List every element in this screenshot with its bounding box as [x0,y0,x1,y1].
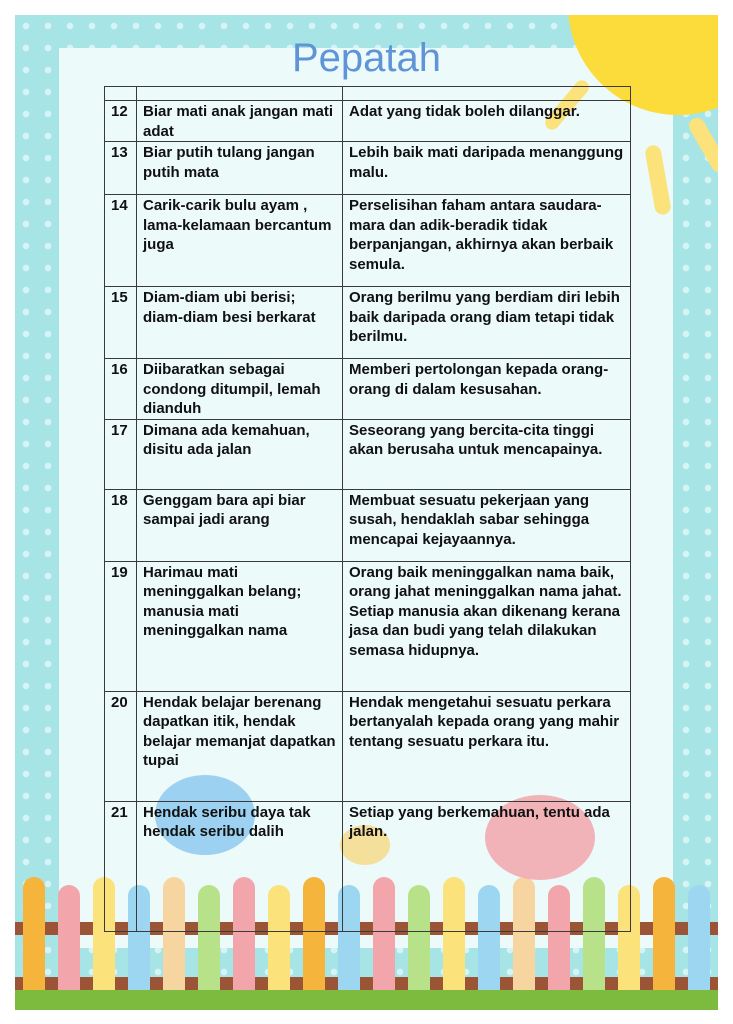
maksud-text: Lebih baik mati daripada menanggung malu. [349,144,624,181]
maksud-cell [343,142,631,195]
row-number: 19 [105,561,137,691]
row-number: 21 [105,801,137,931]
maksud-cell [343,691,631,801]
pepatah-text: Hendak seribu daya tak hendak seribu dalih [137,801,343,931]
maksud-cell [343,801,631,931]
pepatah-text: Harimau mati meninggalkan belang; manusia mati meninggalkan nama [137,561,343,691]
maksud-cell [343,359,631,420]
row-number: 16 [105,359,137,420]
grass [15,990,718,1010]
page-title: Pepatah [291,36,442,80]
header-cell [343,87,631,101]
table-row [105,691,631,801]
table-row [105,101,631,142]
maksud-cell [343,287,631,359]
row-number: 12 [105,101,137,142]
fence-rail [15,977,718,990]
maksud-text: Membuat sesuatu pekerjaan yang susah, hendaklah sabar sehingga mencapai kejayaannya. [349,491,590,548]
sun-ray-icon [686,115,718,175]
maksud-cell [343,489,631,561]
header-cell [105,87,137,101]
table-row [105,489,631,561]
table-row [105,359,631,420]
table-row [105,561,631,691]
maksud-text: Perselisihan faham antara saudara-mara dan adik-beradik tidak berpanjangan, akhirnya akan berbaik semula. [349,197,614,273]
pepatah-text: Biar putih tulang jangan putih mata [137,142,343,195]
header-cell [137,87,343,101]
maksud-cell [343,195,631,287]
pepatah-text: Genggam bara api biar sampai jadi arang [137,489,343,561]
row-number: 18 [105,489,137,561]
pepatah-text: Diibaratkan sebagai condong ditumpil, lemah dianduh [137,359,343,420]
row-number: 20 [105,691,137,801]
maksud-text: Adat yang tidak boleh dilanggar. [349,103,580,120]
row-number: 13 [105,142,137,195]
table-row [105,419,631,489]
table-row [105,287,631,359]
maksud-text-2: Setiap manusia akan dikenang kerana jasa dan budi yang telah dilakukan semasa hidupnya. [349,602,620,659]
maksud-cell [343,419,631,489]
fence-picket [653,877,675,1002]
table-row [105,801,631,931]
row-number: 14 [105,195,137,287]
fence-picket [23,877,45,1002]
fence-picket [58,885,80,1002]
maksud-text: Seseorang yang bercita-cita tinggi akan berusaha untuk mencapainya. [349,421,603,458]
pepatah-table [104,86,631,932]
table-row [105,142,631,195]
maksud-text: Orang baik meninggalkan nama baik, orang jahat meninggalkan nama jahat. [349,563,622,600]
row-number: 17 [105,419,137,489]
pepatah-text: Carik-carik bulu ayam , lama-kelamaan bercantum juga [137,195,343,287]
maksud-text: Hendak mengetahui sesuatu perkara bertanyalah kepada orang yang mahir tentang sesuatu perkara itu. [349,693,620,750]
pepatah-text: Dimana ada kemahuan, disitu ada jalan [137,419,343,489]
maksud-text: Setiap yang berkemahuan, tentu ada jalan. [349,803,610,840]
pepatah-text: Hendak belajar berenang dapatkan itik, hendak belajar memanjat dapatkan tupai [137,691,343,801]
maksud-cell [343,561,631,691]
table-row [105,195,631,287]
pepatah-text: Biar mati anak jangan mati adat [137,101,343,142]
table-header-row [105,87,631,101]
maksud-text: Memberi pertolongan kepada orang-orang di dalam kesusahan. [349,361,609,398]
maksud-cell [343,101,631,142]
row-number: 15 [105,287,137,359]
maksud-text: Orang berilmu yang berdiam diri lebih baik daripada orang diam tetapi tidak berilmu. [349,289,620,345]
pepatah-text: Diam-diam ubi berisi; diam-diam besi berkarat [137,287,343,359]
fence-picket [688,885,710,1002]
